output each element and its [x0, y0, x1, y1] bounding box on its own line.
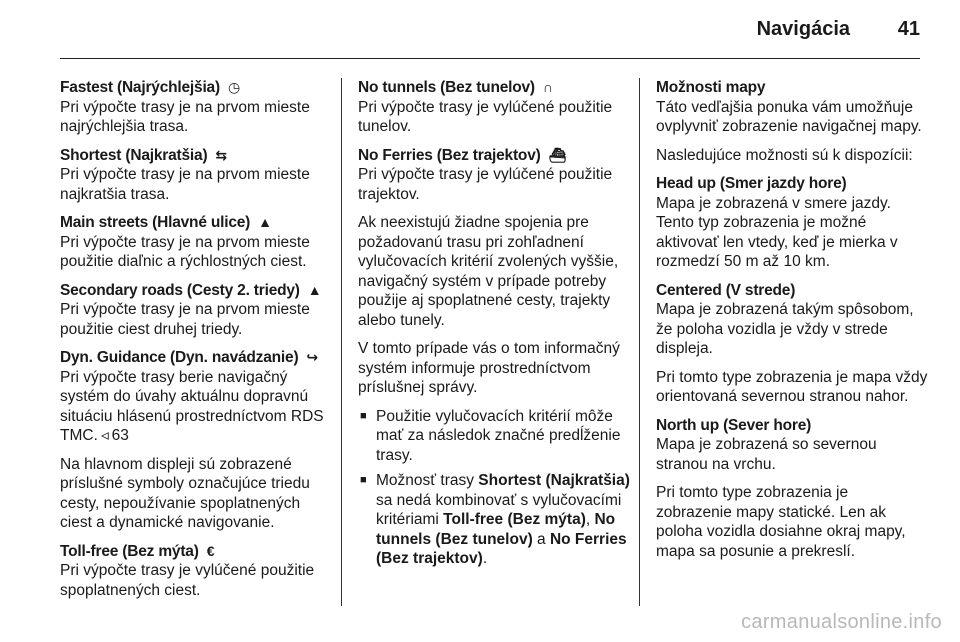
section-intro: Táto vedľajšia ponuka vám umožňuje ovplyvniť zobrazenie navigačnej mapy.: [656, 98, 922, 135]
paragraph: Nasledujúce možnosti sú k dispozícii:: [656, 146, 913, 164]
page-header: [60, 0, 920, 59]
column-left: [60, 78, 332, 609]
section-map-options: [656, 78, 928, 137]
page-title: Navigácia: [756, 18, 850, 40]
option-title: Fastest (Najrýchlejšia): [60, 79, 220, 96]
section-title: Možnosti mapy: [656, 79, 766, 96]
list-item: ■ Možnosť trasy Shortest (Najkratšia) sa nedá kombinovať s vylučovacími kritériami Toll-free (Bez mýta), No tunnels (Bez tunelov) a No Ferries (Bez trajektov).: [358, 471, 630, 569]
option-title: Shortest (Najkratšia): [60, 146, 208, 164]
note-list: [358, 407, 630, 569]
option-centered: [656, 281, 928, 359]
option-text: Pri výpočte trasy je na prvom mieste najrýchlejšia trasa.: [60, 98, 310, 135]
page-ref-icon: ◃: [100, 427, 109, 444]
option-text: Pri výpočte trasy berie navigačný systém do úvahy aktuálnu dopravnú situáciu hlásenú prostredníctvom RDS TMC.: [60, 368, 324, 444]
option-text: Pri výpočte trasy je vylúčené použitie tunelov.: [358, 98, 613, 135]
option-title: No tunnels (Bez tunelov): [358, 79, 535, 96]
option-text: Pri výpočte trasy je vylúčené použitie spoplatnených ciest.: [60, 562, 315, 599]
option-fastest: [60, 78, 332, 137]
option-title: No Ferries (Bez trajektov): [358, 146, 541, 164]
option-dyn-guidance: [60, 348, 332, 446]
option-head-up: [656, 174, 928, 272]
list-item: ■ Použitie vylučovacích kritérií môže mať za následok značné predĺženie trasy.: [358, 407, 630, 466]
paragraph: Ak neexistujú žiadne spojenia pre požadovanú trasu pri zohľadnení vylučovacích kritérií zvolených vyššie, navigačný systém v prípade potreby použije aj spoplatnené cesty, trajekty alebo tunely.: [358, 214, 619, 329]
paragraph: V tomto prípade vás o tom informačný systém informuje prostredníctvom príslušnej správy.: [358, 340, 620, 396]
option-text: Pri výpočte trasy je vylúčené použitie trajektov.: [358, 166, 613, 203]
page-ref-link[interactable]: 63: [111, 427, 129, 444]
column-divider: [341, 78, 342, 606]
detour-icon: ↪: [306, 349, 318, 365]
option-north-up: [656, 416, 928, 475]
option-text: Pri výpočte trasy je na prvom mieste použitie ciest druhej triedy.: [60, 301, 310, 338]
option-title: Main streets (Hlavné ulice): [60, 214, 251, 231]
page-number: 41: [897, 18, 920, 40]
ferry-icon: ⛴: [548, 146, 567, 163]
column-divider: [639, 78, 640, 606]
option-title: Head up (Smer jazdy hore): [656, 175, 847, 192]
option-text: Pri výpočte trasy je na prvom mieste použitie diaľnic a rýchlostných ciest.: [60, 233, 310, 270]
column-middle: [358, 78, 630, 578]
option-no-tunnels: [358, 78, 630, 137]
option-title: Centered (V strede): [656, 281, 796, 299]
tunnel-icon: ∩: [542, 79, 553, 95]
clock-icon: ◷: [227, 79, 240, 95]
option-text: Pri výpočte trasy je na prvom mieste najkratšia trasa.: [60, 166, 310, 203]
column-right: [656, 78, 928, 570]
option-text: Mapa je zobrazená so severnou stranou na vrchu.: [656, 436, 877, 473]
paragraph: Na hlavnom displeji sú zobrazené príslušné symboly označujúce triedu cesty, nepoužívanie spoplatnených ciest a dynamické navigovanie.: [60, 455, 310, 531]
option-main-streets: [60, 213, 332, 272]
paragraph: Pri tomto type zobrazenia je zobrazenie mapy statické. Len ak poloha vozidla dosiahne okraj mapy, mapa sa posunie a prekreslí.: [656, 484, 906, 560]
highway-icon: ▲: [258, 214, 272, 230]
road-icon: ▲: [307, 281, 322, 298]
option-title: Secondary roads (Cesty 2. triedy): [60, 281, 300, 299]
option-text: Mapa je zobrazená takým spôsobom, že poloha vozidla je vždy v strede displeja.: [656, 301, 914, 357]
option-toll-free: [60, 542, 332, 601]
option-secondary-roads: [60, 281, 332, 340]
route-icon: ⇆: [215, 146, 227, 163]
watermark: carmanualsonline.info: [741, 611, 942, 633]
option-title: North up (Sever hore): [656, 416, 812, 434]
option-title: Toll-free (Bez mýta): [60, 542, 199, 560]
option-title: Dyn. Guidance (Dyn. navádzanie): [60, 349, 299, 366]
option-no-ferries: [358, 146, 630, 205]
option-text: Mapa je zobrazená v smere jazdy. Tento typ zobrazenia je možné aktivovať len vtedy, keď je mierka v rozmedzí 50 m až 10 km.: [656, 194, 898, 270]
euro-icon: €: [206, 542, 215, 559]
paragraph: Pri tomto type zobrazenia je mapa vždy orientovaná severnou stranou nahor.: [656, 368, 928, 405]
option-shortest: [60, 146, 332, 205]
